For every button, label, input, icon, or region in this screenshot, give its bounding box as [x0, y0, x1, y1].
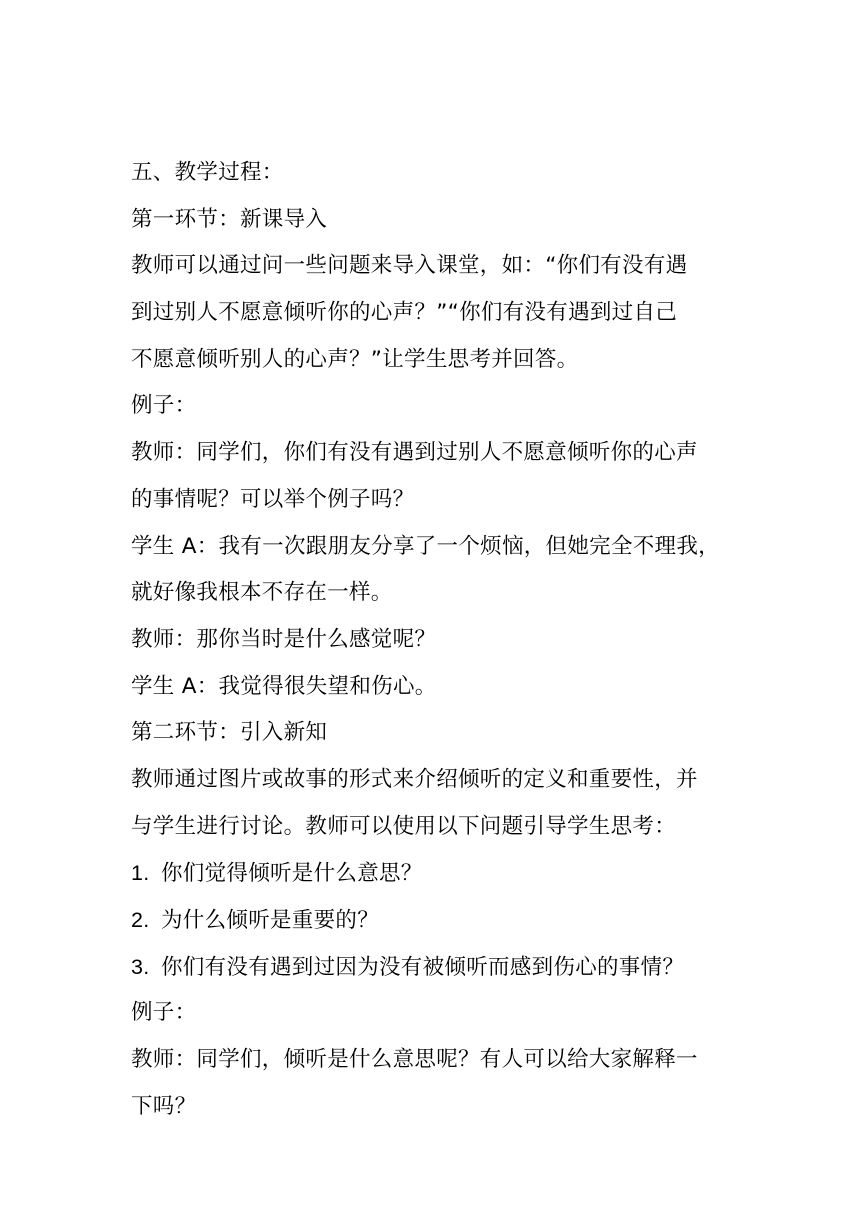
list-item-text: 你们觉得倾听是什么意思？: [161, 861, 423, 887]
dialog-line: 教师：同学们，你们有没有遇到过别人不愿意倾听你的心声: [131, 440, 698, 466]
paragraph-line: 不愿意倾听别人的心声？”让学生思考并回答。: [131, 346, 579, 372]
paragraph-line: 教师通过图片或故事的形式来介绍倾听的定义和重要性，并: [131, 766, 698, 792]
dialog-line: 下吗？: [131, 1093, 197, 1119]
dialog-line: 的事情呢？可以举个例子吗？: [131, 486, 415, 512]
list-item: [131, 850, 731, 897]
list-item-text: 为什么倾听是重要的？: [161, 908, 380, 933]
list-item-text: 你们有没有遇到过因为没有被倾听而感到伤心的事情？: [161, 954, 685, 980]
list-item: [131, 897, 731, 944]
list-number: 3.: [131, 954, 150, 979]
paragraph-line: 与学生进行讨论。教师可以使用以下问题引导学生思考：: [131, 813, 677, 839]
paragraph-line: 教师可以通过问一些问题来导入课堂，如：“你们有没有遇: [131, 253, 688, 279]
dialog-line: 学生 A：我觉得很失望和伤心。: [131, 673, 437, 699]
subsection-heading: 第二环节：引入新知: [131, 720, 328, 746]
dialog-line: 教师：那你当时是什么感觉呢？: [131, 626, 437, 652]
document-body: [131, 150, 731, 1130]
section-heading: 五、教学过程：: [131, 160, 284, 185]
list-item: [131, 944, 731, 991]
dialog-line: 教师：同学们，倾听是什么意思呢？有人可以给大家解释一: [131, 1047, 698, 1073]
list-number: 2.: [131, 908, 150, 932]
list-number: 1.: [131, 861, 150, 886]
example-label: 例子：: [131, 1000, 197, 1026]
subsection-heading: 第一环节：新课导入: [131, 206, 328, 232]
dialog-line: 就好像我根本不存在一样。: [131, 580, 393, 606]
dialog-line: 学生 A：我有一次跟朋友分享了一个烦恼，但她完全不理我，: [131, 533, 720, 559]
paragraph-line: 到过别人不愿意倾听你的心声？”“你们有没有遇到过自己: [131, 300, 678, 326]
example-label: 例子：: [131, 393, 197, 419]
